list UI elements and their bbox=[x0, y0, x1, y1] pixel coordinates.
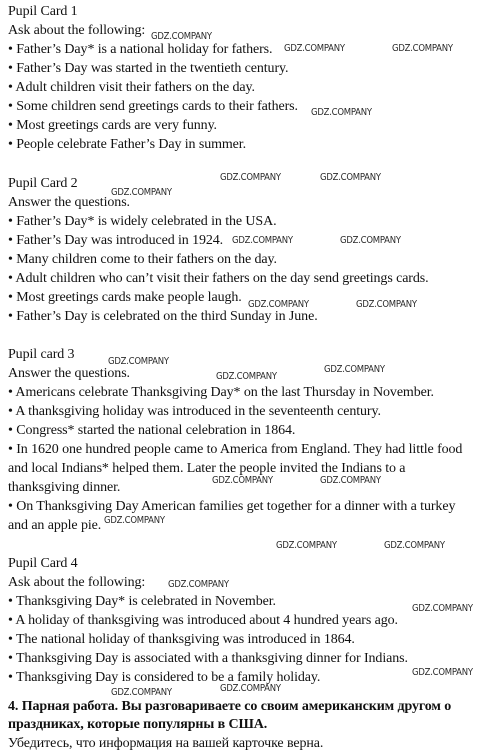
watermark: GDZ.COMPANY bbox=[212, 475, 273, 486]
card-4-instruction: Ask about the following: bbox=[8, 575, 146, 590]
watermark: GDZ.COMPANY bbox=[104, 515, 165, 526]
card-4-title: Pupil Card 4 bbox=[8, 556, 78, 571]
watermark: GDZ.COMPANY bbox=[111, 187, 172, 198]
card-4-item-3: • The national holiday of thanksgiving was introduced in 1864. bbox=[8, 632, 355, 647]
card-4-item-4: • Thanksgiving Day is associated with a thanksgiving dinner for Indians. bbox=[8, 651, 408, 666]
watermark: GDZ.COMPANY bbox=[168, 579, 229, 590]
watermark: GDZ.COMPANY bbox=[392, 43, 453, 54]
card-4-item-5: • Thanksgiving Day is considered to be a family holiday. bbox=[8, 670, 321, 685]
watermark: GDZ.COMPANY bbox=[216, 371, 277, 382]
card-1-item-2: • Father’s Day was started in the twentieth century. bbox=[8, 61, 289, 76]
card-1-instruction: Ask about the following: bbox=[8, 23, 146, 38]
watermark: GDZ.COMPANY bbox=[108, 356, 169, 367]
watermark: GDZ.COMPANY bbox=[356, 299, 417, 310]
card-2-title: Pupil Card 2 bbox=[8, 176, 78, 191]
card-1-item-1: • Father’s Day* is a national holiday for fathers. bbox=[8, 42, 273, 57]
card-3-item-5-cont: and an apple pie. bbox=[8, 518, 102, 533]
card-4-item-1: • Thanksgiving Day* is celebrated in November. bbox=[8, 594, 276, 609]
card-1-item-4: • Some children send greetings cards to their fathers. bbox=[8, 99, 298, 114]
watermark: GDZ.COMPANY bbox=[111, 687, 172, 698]
card-4-item-2: • A holiday of thanksgiving was introduced about 4 hundred years ago. bbox=[8, 613, 398, 628]
watermark: GDZ.COMPANY bbox=[412, 667, 473, 678]
card-2-item-3: • Many children come to their fathers on the day. bbox=[8, 252, 277, 267]
watermark: GDZ.COMPANY bbox=[412, 603, 473, 614]
task-heading-line-1: 4. Парная работа. Вы разговариваете со своим американским другом о bbox=[8, 699, 452, 714]
card-2-item-2: • Father’s Day was introduced in 1924. bbox=[8, 233, 224, 248]
watermark: GDZ.COMPANY bbox=[340, 235, 401, 246]
card-3-item-5: • On Thanksgiving Day American families get together for a dinner with a turkey bbox=[8, 499, 456, 514]
watermark: GDZ.COMPANY bbox=[284, 43, 345, 54]
card-2-item-5: • Most greetings cards make people laugh. bbox=[8, 290, 242, 305]
card-1-title: Pupil Card 1 bbox=[8, 4, 78, 19]
watermark: GDZ.COMPANY bbox=[248, 299, 309, 310]
watermark: GDZ.COMPANY bbox=[220, 683, 281, 694]
watermark: GDZ.COMPANY bbox=[220, 172, 281, 183]
card-3-item-4: • In 1620 one hundred people came to America from England. They had little food bbox=[8, 442, 463, 457]
task-heading-line-2: праздниках, которые популярны в США. bbox=[8, 717, 268, 732]
watermark: GDZ.COMPANY bbox=[320, 475, 381, 486]
watermark: GDZ.COMPANY bbox=[232, 235, 293, 246]
card-1-item-5: • Most greetings cards are very funny. bbox=[8, 118, 217, 133]
watermark: GDZ.COMPANY bbox=[311, 107, 372, 118]
card-1-item-6: • People celebrate Father’s Day in summer. bbox=[8, 137, 246, 152]
card-2-item-4: • Adult children who can’t visit their fathers on the day send greetings cards. bbox=[8, 271, 429, 286]
watermark: GDZ.COMPANY bbox=[276, 540, 337, 551]
card-3-item-1: • Americans celebrate Thanksgiving Day* on the last Thursday in November. bbox=[8, 385, 434, 400]
card-1-item-3: • Adult children visit their fathers on the day. bbox=[8, 80, 255, 95]
watermark: GDZ.COMPANY bbox=[320, 172, 381, 183]
task-note: Убедитесь, что информация на вашей карточке верна. bbox=[8, 736, 324, 751]
watermark: GDZ.COMPANY bbox=[384, 540, 445, 551]
card-3-instruction: Answer the questions. bbox=[8, 366, 130, 381]
watermark: GDZ.COMPANY bbox=[324, 364, 385, 375]
card-3-item-4-cont-2: thanksgiving dinner. bbox=[8, 480, 121, 495]
card-2-item-1: • Father’s Day* is widely celebrated in the USA. bbox=[8, 214, 277, 229]
watermark: GDZ.COMPANY bbox=[151, 31, 212, 42]
card-2-instruction: Answer the questions. bbox=[8, 195, 130, 210]
card-3-item-2: • A thanksgiving holiday was introduced in the seventeenth century. bbox=[8, 404, 381, 419]
card-3-item-3: • Congress* started the national celebration in 1864. bbox=[8, 423, 296, 438]
card-3-title: Pupil card 3 bbox=[8, 347, 75, 362]
card-2-item-6: • Father’s Day is celebrated on the third Sunday in June. bbox=[8, 309, 318, 324]
card-3-item-4-cont-1: and local Indians* helped them. Later the people invited the Indians to a bbox=[8, 461, 406, 476]
